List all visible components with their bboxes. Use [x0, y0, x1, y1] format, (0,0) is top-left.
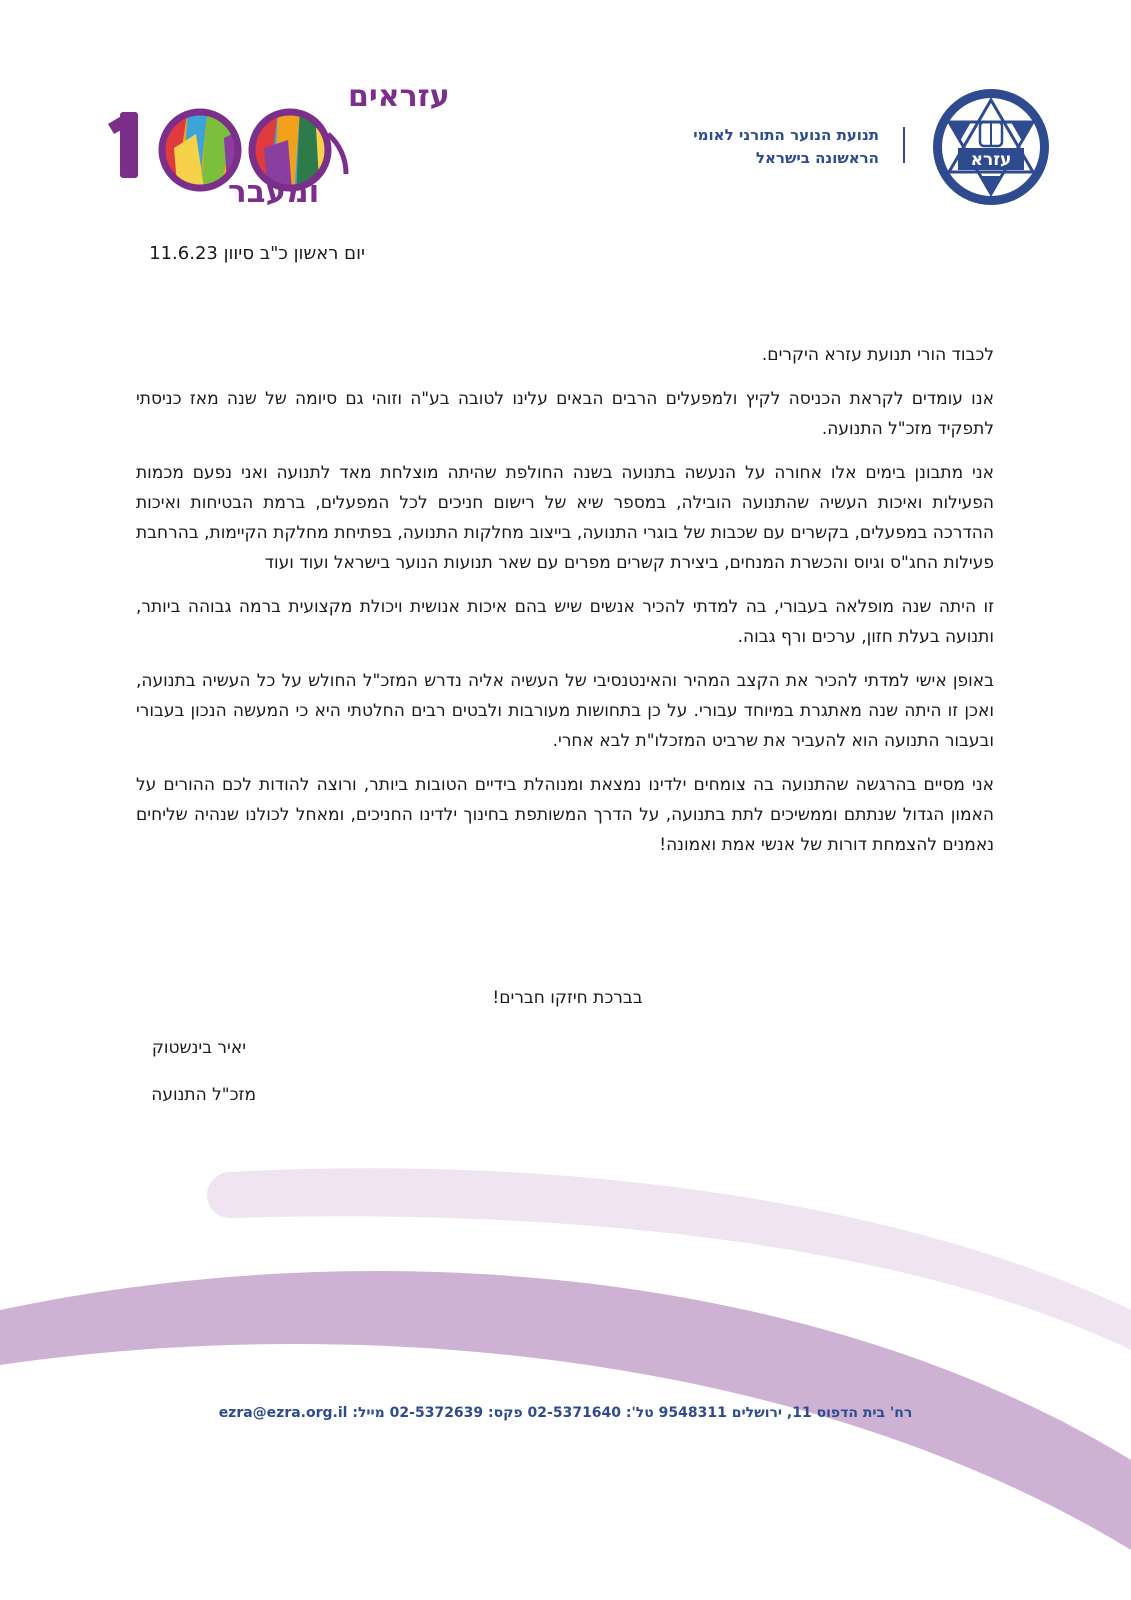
footer-email[interactable]: ezra@ezra.org.il — [218, 1405, 348, 1421]
footer-decoration — [0, 1160, 1131, 1600]
closing-line: בברכת חיזקו חברים! — [492, 988, 643, 1008]
paragraph: זו היתה שנה מופלאה בעבורי, בה למדתי להכיר אנשים שיש בהם איכות אנושית ויכולת מקצועית ברמה גבוהה ביותר, ותנועה בעלת חזון, ערכים ורף גבוה. — [136, 597, 994, 647]
footer-contact — [0, 1405, 1131, 1421]
paragraph: אני מתבונן בימים אלו אחורה על הנעשה בתנועה בשנה החולפת שהיתה מוצלחת מאד לתנועה ואני נפעם מכמות הפעילות ואיכות העשיה שהתנועה הובילה, במספר שיא של רישום חניכים לכל המפעלים, ברמת הבטיחות ואיכות ההדרכה במפעלים, בקשרים עם שכבות של בוגרי התנועה, בייצוב מחלקות התנועה, בפתיחת מחלקת הקיימות, בהרחבת פעילות החג"ס וגיוס והכשרת המנחים, ביצירת קשרים מפרים עם שאר תנועות הנוער בישראל ועוד ועוד — [136, 463, 994, 573]
footer-phone: 02-5371640 — [527, 1405, 622, 1421]
salutation: לכבוד הורי תנועת עזרא היקרים. — [761, 345, 994, 365]
anniversary-logo — [78, 78, 450, 210]
header-divider — [903, 127, 905, 163]
anniversary-bottom-text: ומעבר — [228, 174, 320, 210]
org-tagline-line1: תנועת הנוער התורני לאומי — [693, 126, 879, 144]
letter-body — [136, 340, 994, 874]
paragraph: אנו עומדים לקראת הכניסה לקיץ ולמפעלים הרבים הבאים עלינו לטובה בע"ה וזוהי גם סיומה של שנה מאז כניסתי לתפקיד מזכ"ל התנועה. — [136, 389, 994, 439]
signature-title: מזכ"ל התנועה — [151, 1085, 256, 1105]
org-tagline — [693, 124, 879, 170]
footer-fax-label: פקס: — [488, 1405, 523, 1421]
emblem-text: עזרא — [970, 150, 1012, 170]
ezra-emblem-icon — [930, 86, 1052, 208]
paragraph: אני מסיים בהרגשה שהתנועה בה צומחים ילדינו נמצאת ומנוהלת בידיים הטובות ביותר, ורוצה להודות לכם ההורים על האמון הגדול שנתתם וממשיכים לתת בתנועה, על הדרך המשותפת בחינוך ילדינו החניכים, ומאחל לכולנו שנהיה שליחים נאמנים להצמחת דורות של אנשי אמת ואמונה! — [136, 775, 994, 855]
org-tagline-line2: הראשונה בישראל — [755, 149, 879, 167]
paragraph: באופן אישי למדתי להכיר את הקצב המהיר והאינטנסיבי של העשיה אליה נדרש המזכ"ל החולש על כל העשיה בתנועה, ואכן זו היתה שנה מאתגרת במיוחד עבורי. על כן בתחושות מעורבות ולבטים רבים החלטתי היא כי המעשה הנכון בעבורי ובעבור התנועה הוא להעביר את שרביט המזכלו"ת לבא אחרי. — [136, 671, 994, 751]
footer-phone-label: טל': — [625, 1405, 654, 1421]
anniversary-top-text: עזראים — [348, 79, 450, 114]
letter-date: יום ראשון כ"ב סיוון 11.6.23 — [149, 243, 365, 264]
footer-fax: 02-5372639 — [389, 1405, 484, 1421]
footer-address: רח' בית הדפוס 11, ירושלים 9548311 — [658, 1405, 913, 1421]
footer-email-label: מייל: — [352, 1405, 385, 1421]
signature-name: יאיר בינשטוק — [151, 1038, 246, 1058]
